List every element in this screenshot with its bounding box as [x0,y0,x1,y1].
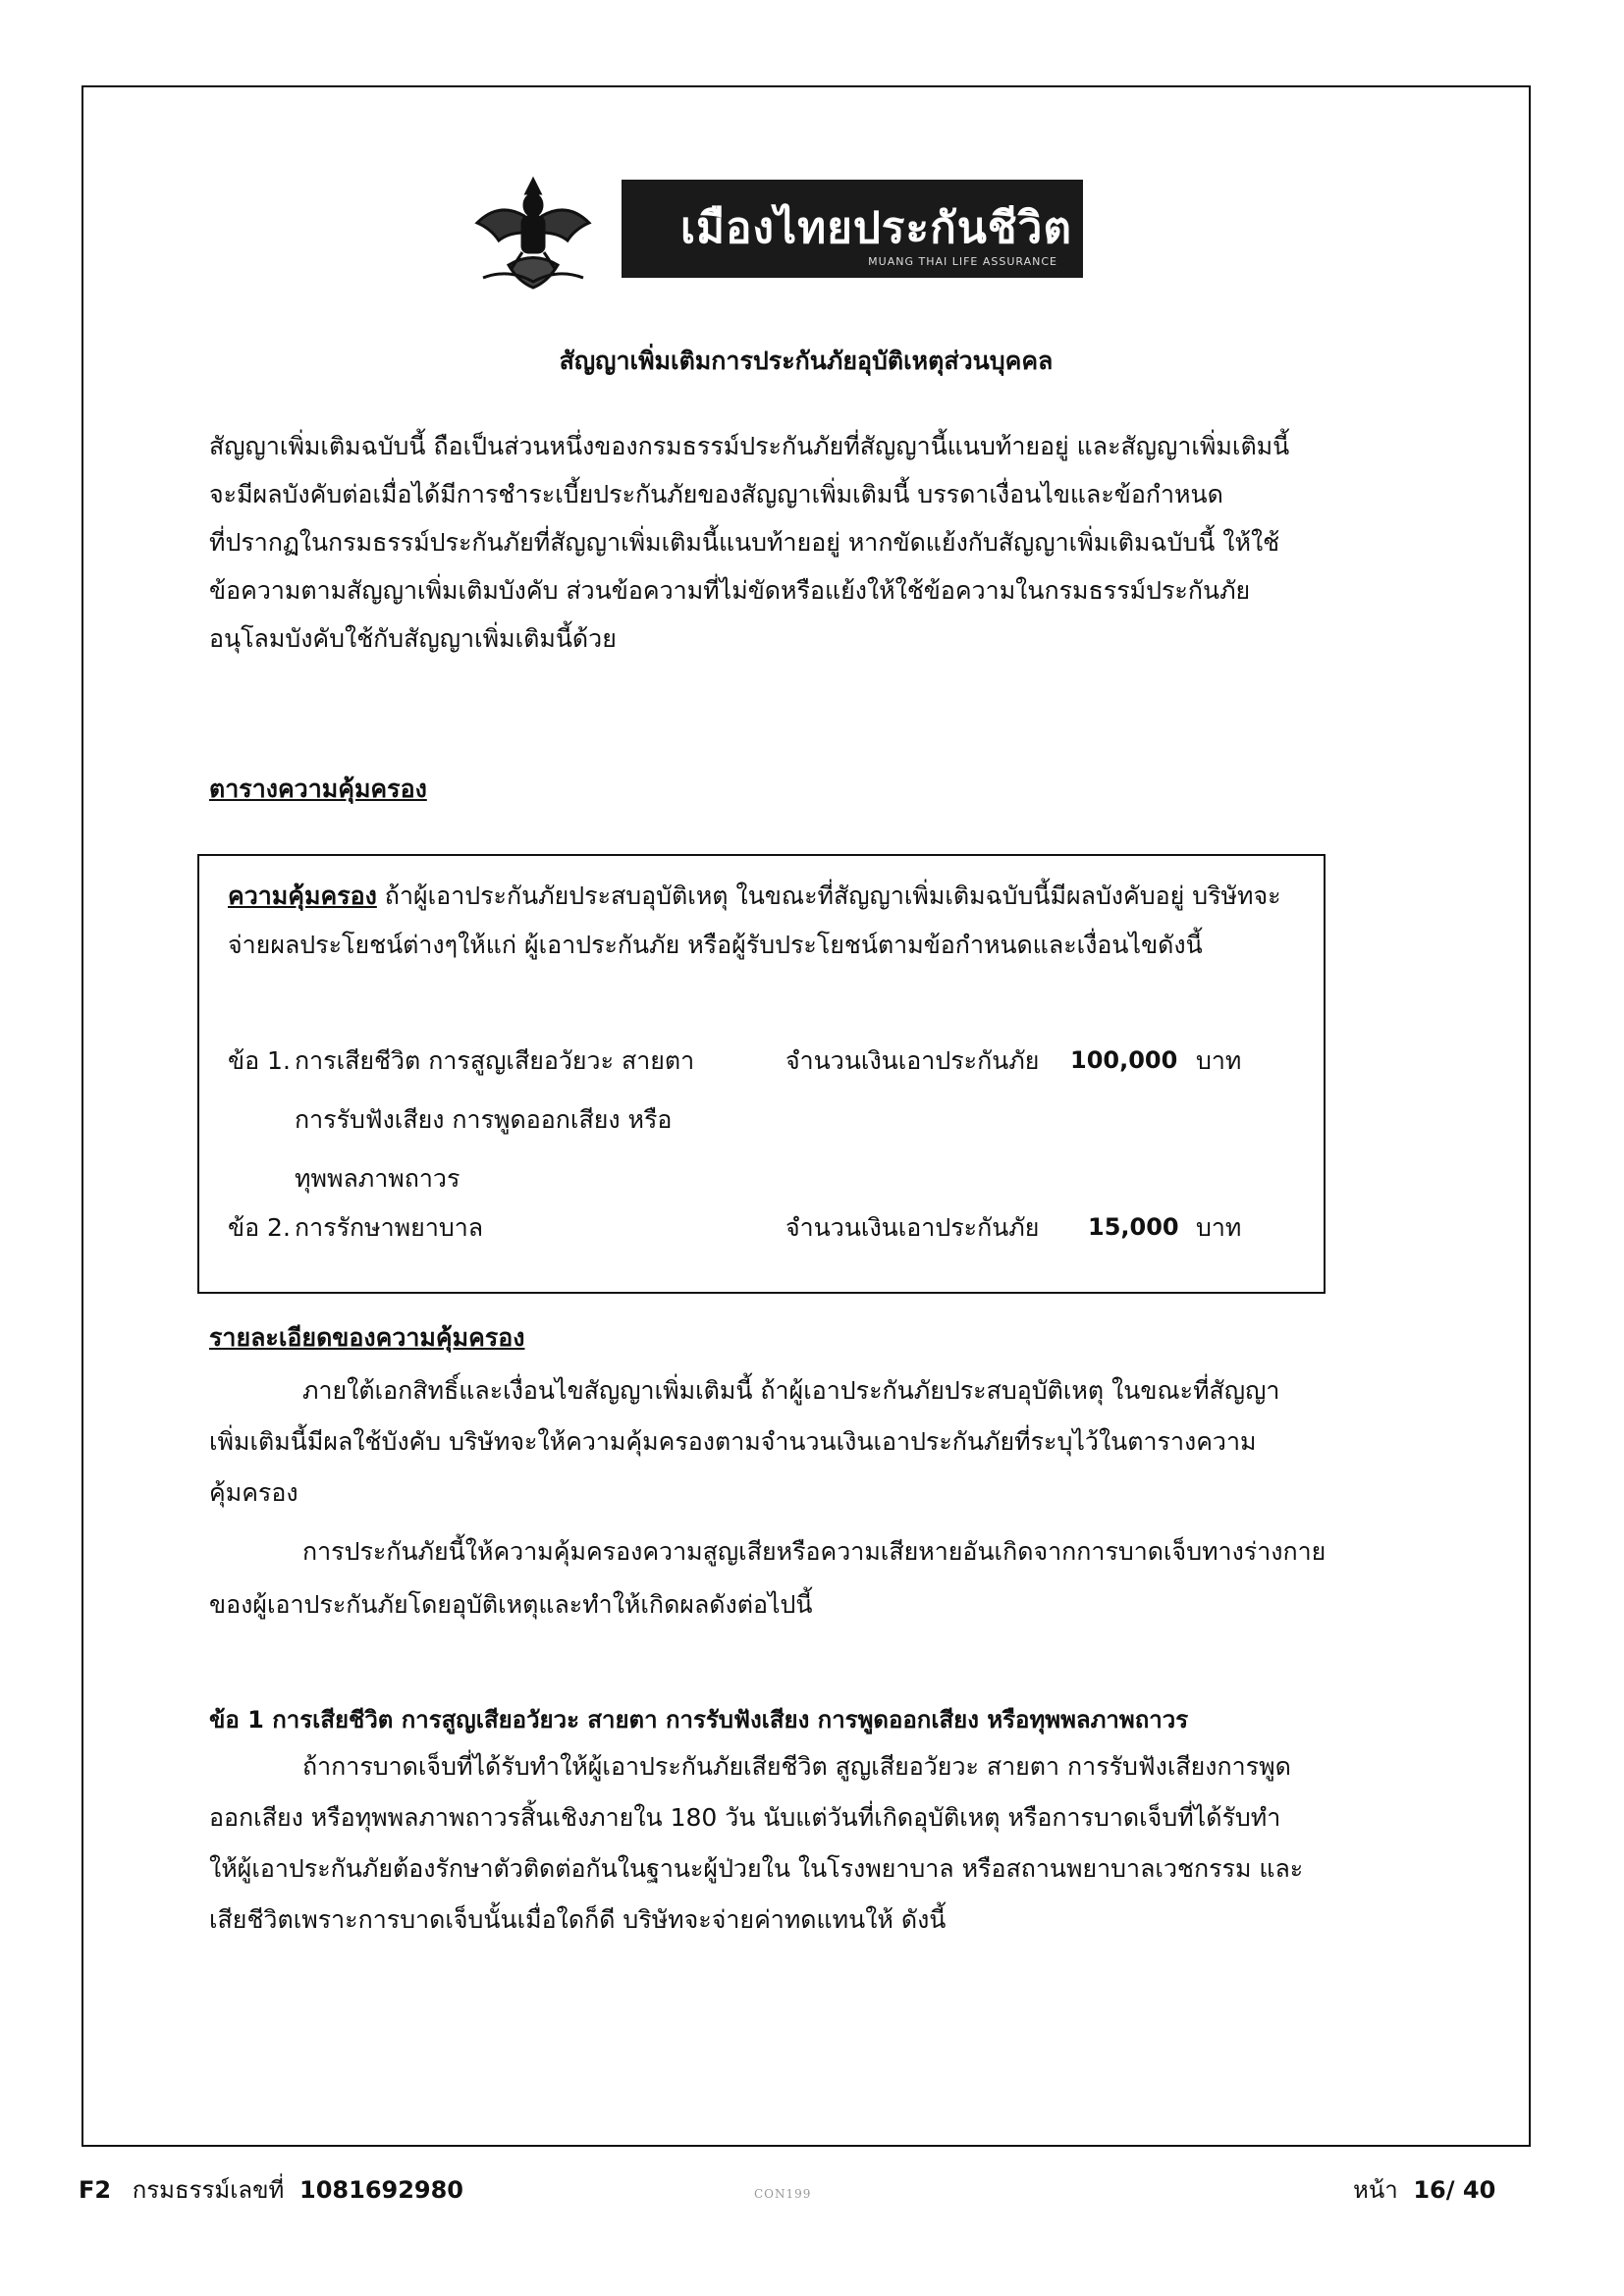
page-value: 16/ 40 [1413,2176,1496,2204]
page-number [1353,2170,1495,2209]
clause1-line: ออกเสียง หรือทุพพลภาพถาวรสิ้นเชิงภายใน 180 วัน นับแต่วันที่เกิดอุบัติเหตุ หรือการบาดเจ็บที่ได้รับทำ [209,1803,1281,1832]
logo-name-th: เมืองไทยประกันชีวิต [680,203,1072,253]
coverage-item-no: ข้อ 2. [228,1213,291,1242]
details-line: ของผู้เอาประกันภัยโดยอุบัติเหตุและทำให้เกิดผลดังต่อไปนี้ [209,1590,813,1619]
coverage-item-line: ทุพพลภาพถาวร [295,1164,460,1193]
intro-line: จะมีผลบังคับต่อเมื่อได้มีการชำระเบี้ยประกันภัยของสัญญาเพิ่มเติมนี้ บรรดาเงื่อนไขและข้อกำหนด [209,480,1223,508]
details-line: ภายใต้เอกสิทธิ์และเงื่อนไขสัญญาเพิ่มเติมนี้ ถ้าผู้เอาประกันภัยประสบอุบัติเหตุ ในขณะที่สัญญา [302,1376,1280,1405]
policy-label: กรมธรรม์เลขที่ [132,2176,285,2204]
clause1-heading: ข้อ 1 การเสียชีวิต การสูญเสียอวัยวะ สายตา การรับฟังเสียง การพูดออกเสียง หรือทุพพลภาพถาวร [209,1706,1189,1734]
intro-line: อนุโลมบังคับใช้กับสัญญาเพิ่มเติมนี้ด้วย [209,624,617,653]
clause1-line: ให้ผู้เอาประกันภัยต้องรักษาตัวติดต่อกันในฐานะผู้ป่วยใน ในโรงพยาบาล หรือสถานพยาบาลเวชกรรม และ [209,1854,1304,1883]
page-label: หน้า [1353,2176,1398,2204]
coverage-item-label [295,1039,694,1201]
details-heading: รายละเอียดของความคุ้มครอง [209,1323,525,1352]
form-code: F2 [79,2176,112,2204]
garuda-emblem-icon [469,172,597,294]
clause1-line: เสียชีวิตเพราะการบาดเจ็บนั้นเมื่อใดก็ดี บริษัทจะจ่ายค่าทดแทนให้ ดังนี้ [209,1905,947,1934]
intro-paragraph [209,424,1289,662]
coverage-amount: 100,000 [1070,1046,1178,1074]
details-line: คุ้มครอง [209,1478,298,1507]
intro-line: ที่ปรากฏในกรมธรรม์ประกันภัยที่สัญญาเพิ่มเติมนี้แนบท้ายอยู่ หากขัดแย้งกับสัญญาเพิ่มเติมฉบับนี้ ให้ใช้ [209,528,1280,557]
coverage-item-line: การเสียชีวิต การสูญเสียอวัยวะ สายตา [295,1046,695,1075]
logo-name-en: MUANG THAI LIFE ASSURANCE [868,255,1057,268]
footer-left [79,2170,463,2209]
intro-line: ข้อความตามสัญญาเพิ่มเติมบังคับ ส่วนข้อความที่ไม่ขัดหรือแย้งให้ใช้ข้อความในกรมธรรม์ประกันภัย [209,576,1251,605]
coverage-lead: ความคุ้มครอง [228,881,377,910]
coverage-item-line: การรับฟังเสียง การพูดออกเสียง หรือ [295,1105,673,1134]
coverage-intro-line2: จ่ายผลประโยชน์ต่างๆให้แก่ ผู้เอาประกันภัย หรือผู้รับประโยชน์ตามข้อกำหนดและเงื่อนไขดังนี้ [228,931,1203,959]
coverage-intro [228,874,1281,968]
company-logo-banner [622,180,1083,278]
document-stamp: CON199 [754,2187,812,2201]
coverage-intro-line1: ถ้าผู้เอาประกันภัยประสบอุบัติเหตุ ในขณะที่สัญญาเพิ่มเติมฉบับนี้มีผลบังคับอยู่ บริษัทจะ [376,881,1281,910]
document-title: สัญญาเพิ่มเติมการประกันภัยอุบัติเหตุส่วนบุคคล [559,347,1054,375]
coverage-item-line: การรักษาพยาบาล [295,1213,484,1242]
coverage-amount: 15,000 [1088,1213,1179,1241]
coverage-table-heading: ตารางความคุ้มครอง [209,774,427,803]
coverage-item-no: ข้อ 1. [228,1046,291,1075]
coverage-amount-label: จำนวนเงินเอาประกันภัย [785,1046,1040,1075]
clause1-line: ถ้าการบาดเจ็บที่ได้รับทำให้ผู้เอาประกันภัยเสียชีวิต สูญเสียอวัยวะ สายตา การรับฟังเสียงการพูด [302,1752,1291,1781]
coverage-unit: บาท [1196,1213,1242,1242]
details-line: เพิ่มเติมนี้มีผลใช้บังคับ บริษัทจะให้ความคุ้มครองตามจำนวนเงินเอาประกันภัยที่ระบุไว้ในตารางความ [209,1427,1257,1456]
coverage-unit: บาท [1196,1046,1242,1075]
coverage-amount-label: จำนวนเงินเอาประกันภัย [785,1213,1040,1242]
details-line: การประกันภัยนี้ให้ความคุ้มครองความสูญเสียหรือความเสียหายอันเกิดจากการบาดเจ็บทางร่างกาย [302,1537,1326,1566]
policy-number: 1081692980 [299,2176,464,2204]
intro-line: สัญญาเพิ่มเติมฉบับนี้ ถือเป็นส่วนหนึ่งของกรมธรรม์ประกันภัยที่สัญญานี้แนบท้ายอยู่ และสัญญาเพิ่มเติมนี้ [209,432,1290,460]
